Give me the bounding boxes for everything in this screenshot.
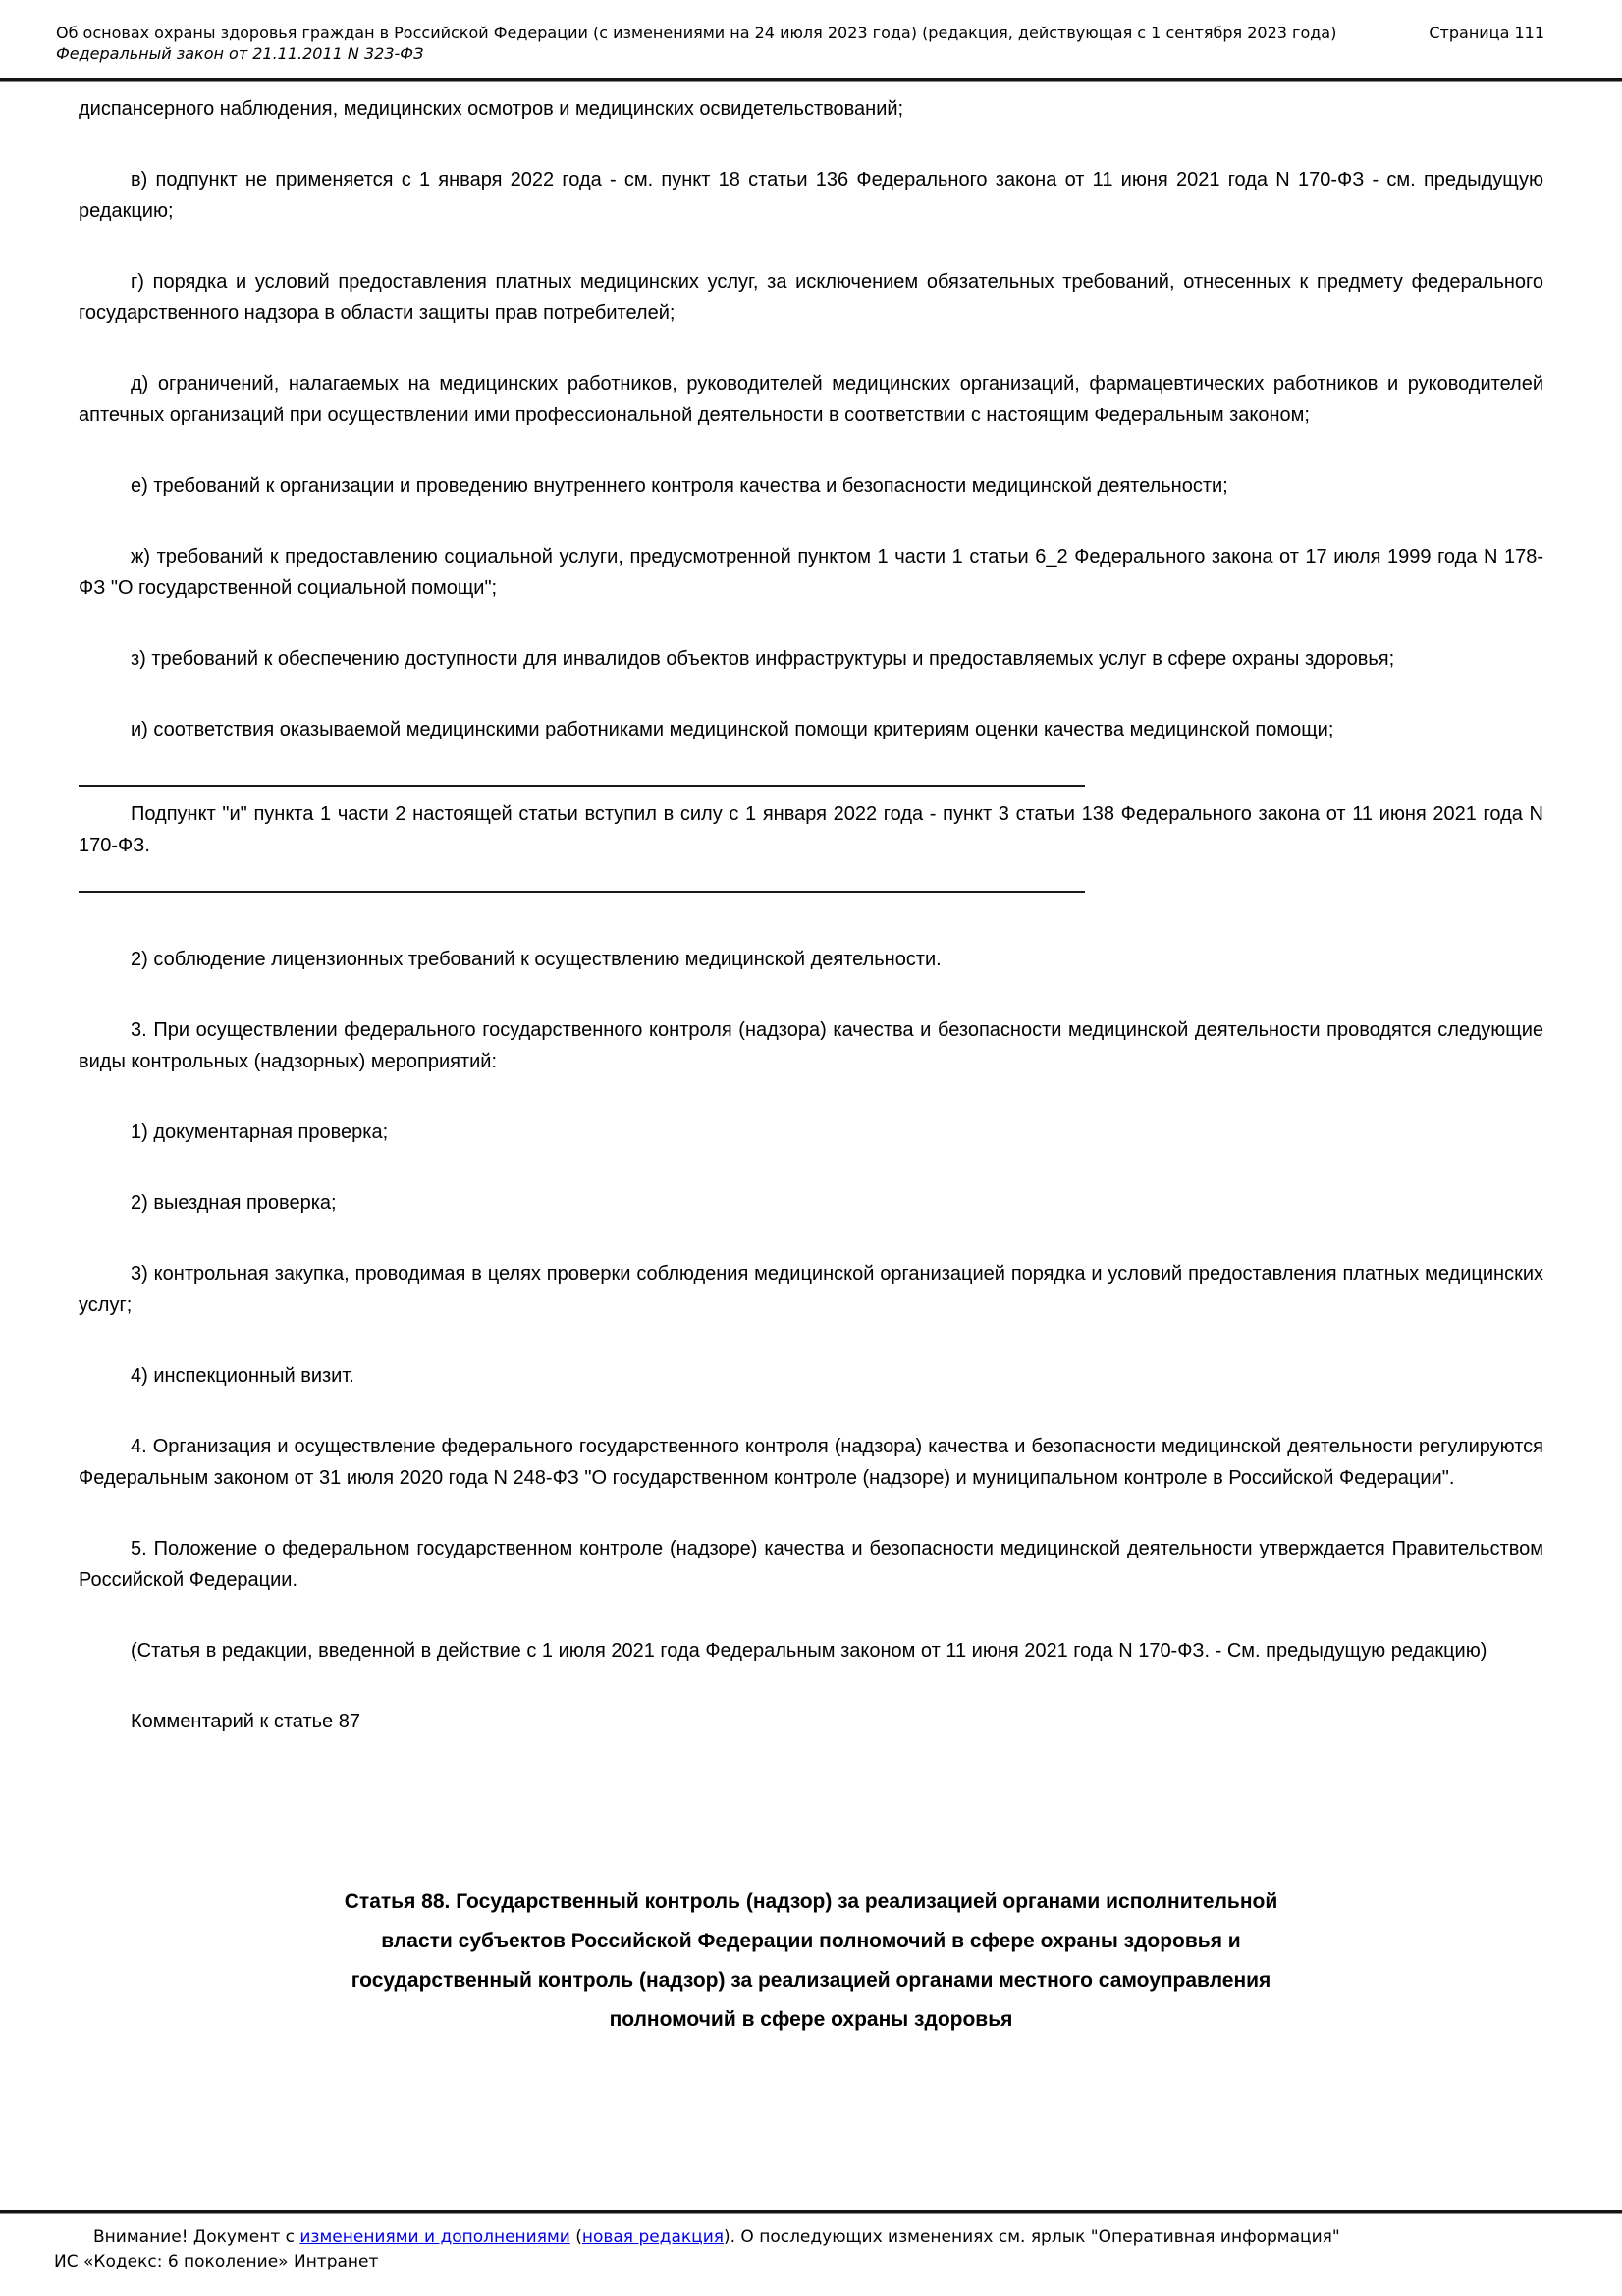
note-text: Подпункт "и" пункта 1 части 2 настоящей статьи вступил в силу с 1 января 2022 года - пункт 3 статьи 138 Федерального закона от 11 июня 2021 года N 170-ФЗ. — [79, 803, 1543, 856]
paragraph-point-3: 3. При осуществлении федерального государственного контроля (надзора) качества и безопасности медицинской деятельности проводятся следующие виды контрольных (надзорных) мероприятий: — [79, 1019, 1543, 1072]
article-88-heading-line: полномочий в сфере охраны здоровья — [609, 2008, 1013, 2031]
paragraph-item-z: з) требований к обеспечению доступности для инвалидов объектов инфраструктуры и предоставляемых услуг в сфере охраны здоровья; — [131, 648, 1395, 670]
paragraph-check-1: 1) документарная проверка; — [131, 1121, 389, 1143]
page-header — [0, 0, 1622, 64]
footer-notice-suffix: ). О последующих изменениях см. ярлык "Оперативная информация" — [723, 2227, 1340, 2247]
document-subtitle: Федеральный закон от 21.11.2011 N 323-ФЗ — [56, 44, 424, 63]
paragraph-item-zh: ж) требований к предоставлению социальной услуги, предусмотренной пунктом 1 части 1 статьи 6_2 Федерального закона от 17 июля 1999 года N 178-ФЗ "О государственной социальной помощи"; — [79, 546, 1543, 599]
paragraph-item-i: и) соответствия оказываемой медицинскими работниками медицинской помощи критериям оценки качества медицинской помощи; — [131, 719, 1334, 740]
article-88-heading-line: власти субъектов Российской Федерации полномочий в сфере охраны здоровья и — [381, 1930, 1241, 1952]
paragraph-check-3: 3) контрольная закупка, проводимая в целях проверки соблюдения медицинской организацией порядка и условий предоставления платных медицинских услуг; — [79, 1263, 1543, 1316]
footer-notice — [54, 2225, 1544, 2250]
footer-notice-prefix: Внимание! Документ с — [93, 2227, 300, 2247]
paragraph-check-2: 2) выездная проверка; — [131, 1192, 337, 1214]
paragraph-point-2: 2) соблюдение лицензионных требований к осуществлению медицинской деятельности. — [131, 949, 942, 970]
paragraph-continuation: диспансерного наблюдения, медицинских осмотров и медицинских освидетельствований; — [79, 98, 904, 120]
note-divider-bottom — [79, 891, 1085, 893]
header-title-block — [56, 24, 1336, 64]
header-divider — [0, 78, 1622, 82]
paragraph-point-5: 5. Положение о федеральном государственном контроле (надзоре) качества и безопасности медицинской деятельности утверждается Правительством Российской Федерации. — [79, 1538, 1543, 1591]
document-title: Об основах охраны здоровья граждан в Российской Федерации (с изменениями на 24 июля 2023 года) (редакция, действующая с 1 сентября 2023 года) — [56, 24, 1337, 42]
paragraph-point-4: 4. Организация и осуществление федерального государственного контроля (надзора) качества и безопасности медицинской деятельности регулируются Федеральным законом от 31 июля 2020 года N 248-ФЗ "О государственном контроле (надзоре) и муниципальном контроле в Российской Федерации". — [79, 1436, 1543, 1489]
new-edition-link[interactable]: новая редакция — [581, 2227, 724, 2247]
paragraph-item-d: д) ограничений, налагаемых на медицинских работников, руководителей медицинских организаций, фармацевтических работников и руководителей аптечных организаций при осуществлении ими профессиональной деятельности в соответствии с настоящим Федеральным законом; — [79, 373, 1543, 426]
paragraph-check-4: 4) инспекционный визит. — [131, 1365, 354, 1387]
document-body — [0, 93, 1622, 1737]
paragraph-commentary: Комментарий к статье 87 — [131, 1711, 360, 1732]
footer-text-block — [0, 2214, 1622, 2296]
paragraph-item-v: в) подпункт не применяется с 1 января 2022 года - см. пункт 18 статьи 136 Федерального закона от 11 июня 2021 года N 170-ФЗ - см. предыдущую редакцию; — [79, 169, 1543, 222]
paragraph-item-g: г) порядка и условий предоставления платных медицинских услуг, за исключением обязательных требований, отнесенных к предмету федерального государственного надзора в области защиты прав потребителей; — [79, 271, 1543, 324]
note-divider-top — [79, 785, 1085, 787]
article-88-heading — [0, 1883, 1622, 2040]
paragraph-item-e: е) требований к организации и проведению внутреннего контроля качества и безопасности медицинской деятельности; — [131, 475, 1228, 497]
page-footer — [0, 2210, 1622, 2296]
article-88-heading-line: государственный контроль (надзор) за реализацией органами местного самоуправления — [351, 1969, 1271, 1992]
article-88-heading-line: Статья 88. Государственный контроль (надзор) за реализацией органами исполнительной — [344, 1890, 1278, 1913]
paragraph-edition-note: (Статья в редакции, введенной в действие с 1 июля 2021 года Федеральным законом от 11 июня 2021 года N 170-ФЗ. - См. предыдущую редакцию) — [131, 1640, 1487, 1662]
footer-system-info: ИС «Кодекс: 6 поколение» Интранет — [54, 2252, 379, 2271]
page-number: Страница 111 — [1429, 24, 1544, 42]
footer-notice-between: ( — [569, 2227, 582, 2247]
amendments-link[interactable]: изменениями и дополнениями — [299, 2227, 570, 2247]
